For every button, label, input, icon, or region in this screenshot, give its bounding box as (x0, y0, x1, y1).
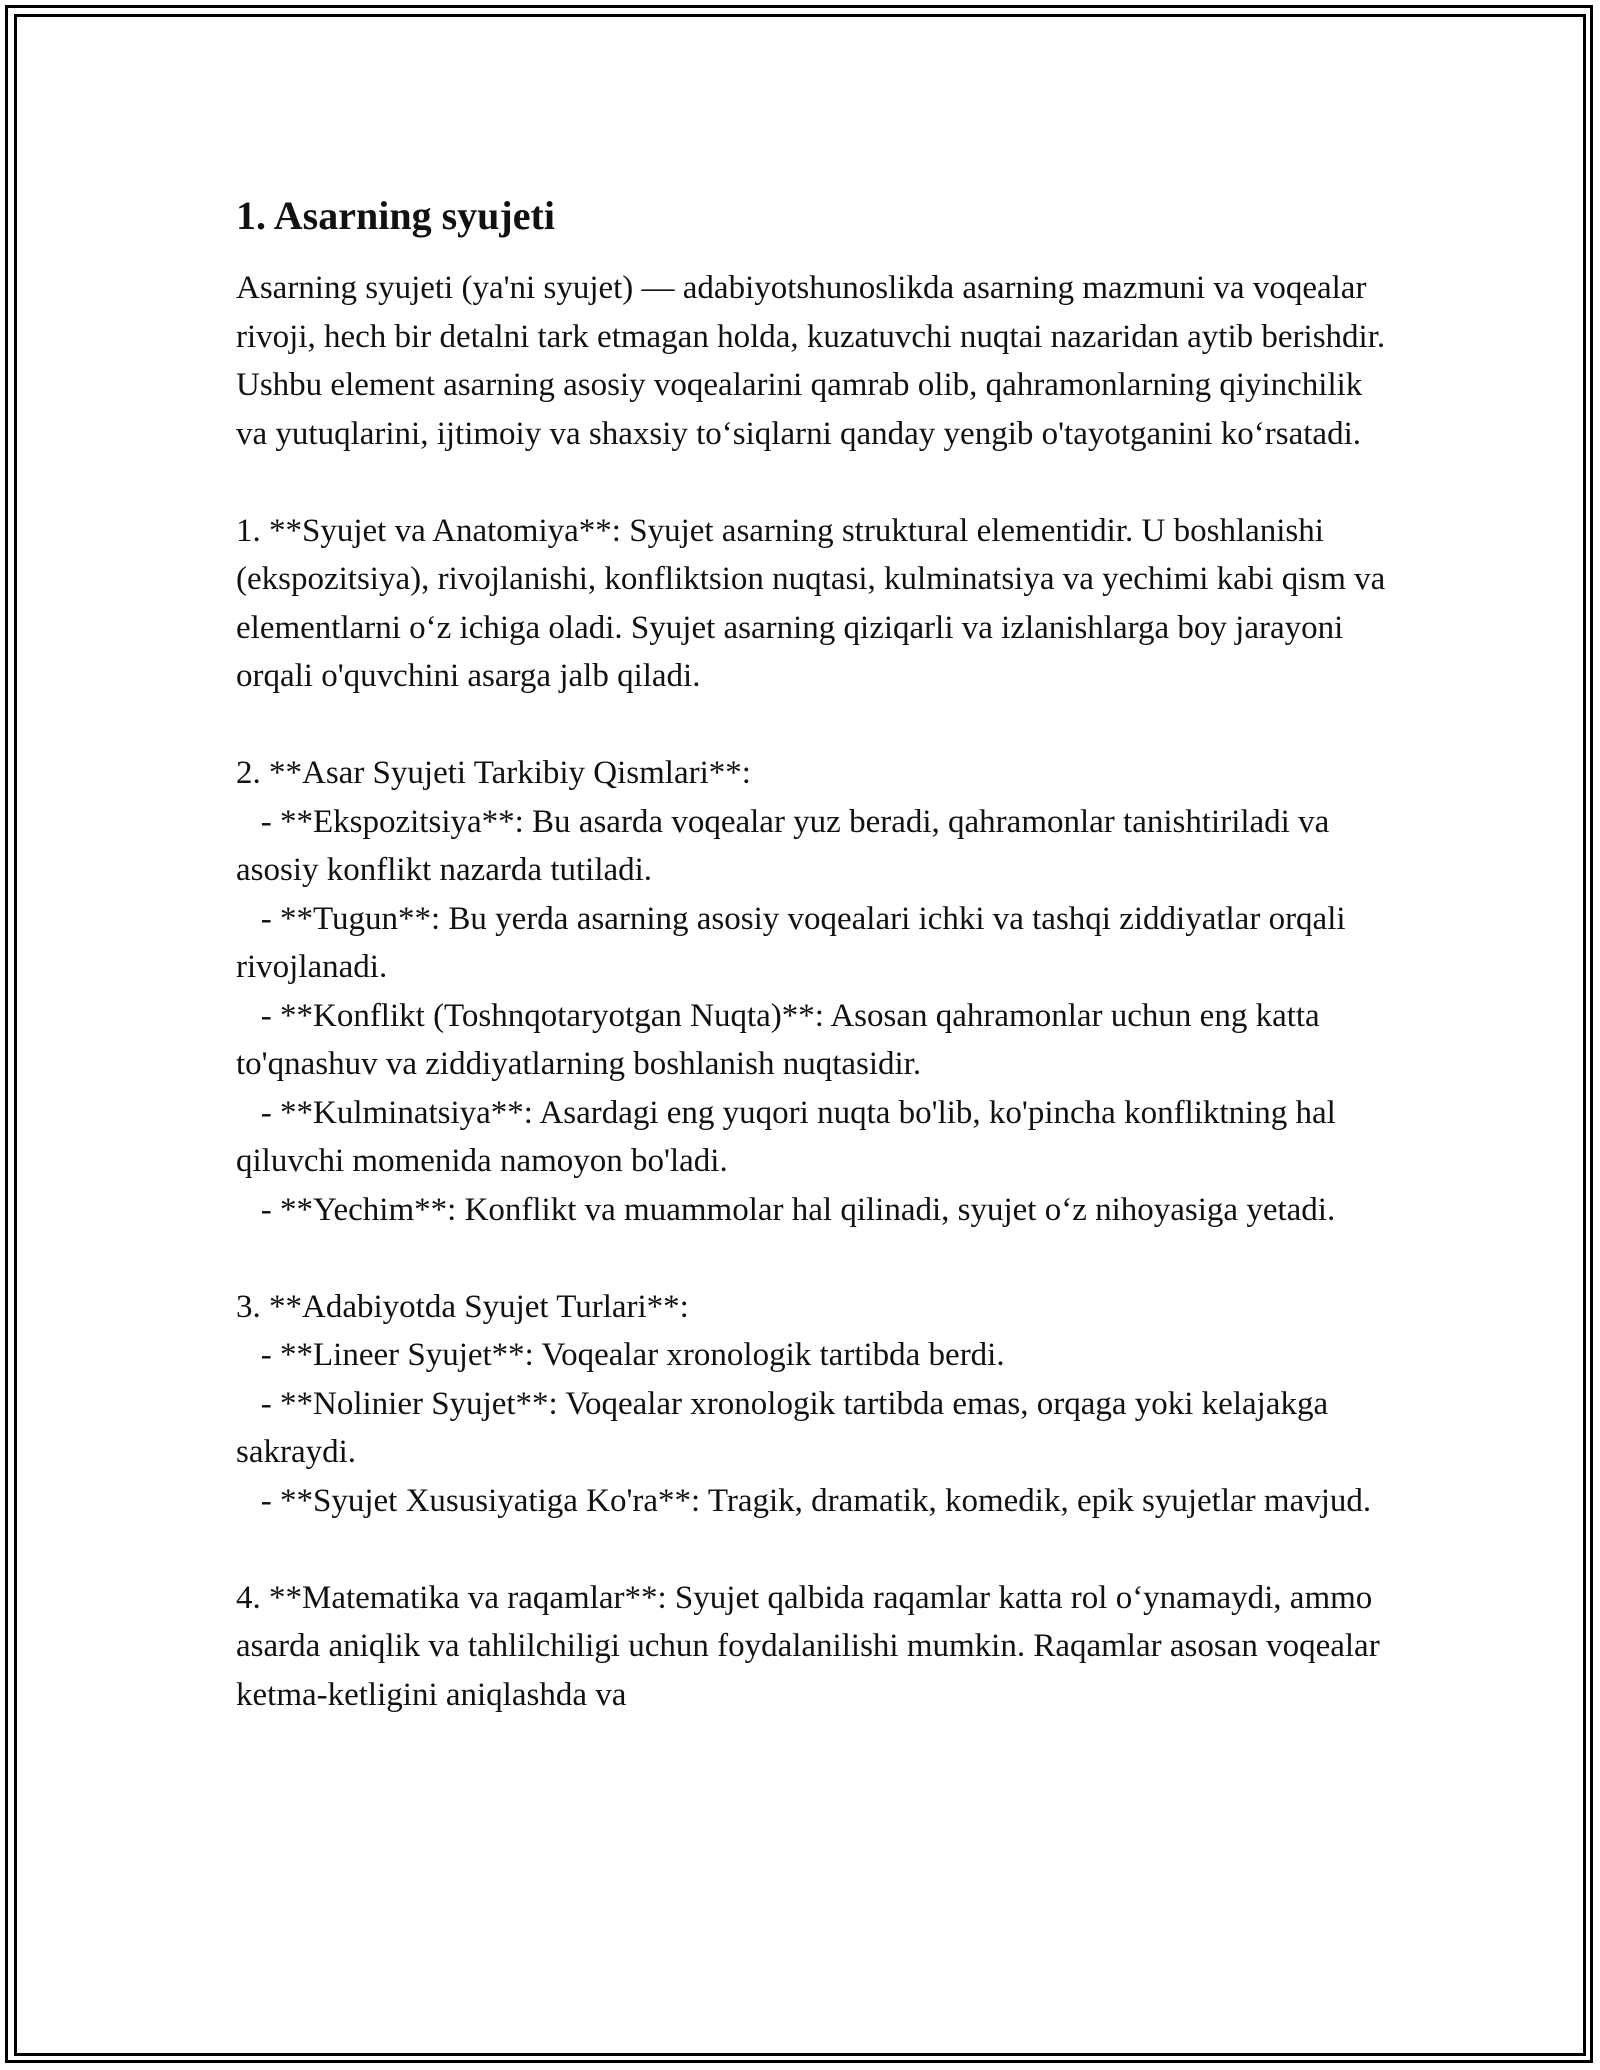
section-title: 1. Asarning syujeti (236, 193, 555, 238)
item-text: - **Tugun**: Bu yerda asarning asosiy voqealari ichki va tashqi ziddiyatlar orqali rivojlanadi. (236, 900, 1346, 985)
item-text: - **Syujet Xususiyatiga Ko'ra**: Tragik, dramatik, komedik, epik syujetlar mavjud. (260, 1482, 1372, 1519)
point-2-heading: 2. **Asar Syujeti Tarkibiy Qismlari**: (236, 755, 751, 791)
blank-line (236, 1525, 1386, 1574)
point-2-item-konflikt (236, 992, 1386, 1089)
item-text: - **Konflikt (Toshnqotaryotgan Nuqta)**: Asosan qahramonlar uchun eng katta to'qnashuv va ziddiyatlarning boshlanish nuqtasidir. (236, 997, 1320, 1082)
item-text: - **Yechim**: Konflikt va muammolar hal qilinadi, syujet o‘z nihoyasiga yetadi. (260, 1191, 1336, 1228)
point-2-item-ekspozitsiya (236, 798, 1386, 895)
point-2-item-yechim (236, 1186, 1386, 1235)
blank-line (236, 458, 1386, 507)
point-3-item-nolinier (236, 1380, 1386, 1477)
point-4-paragraph: 4. **Matematika va raqamlar**: Syujet qalbida raqamlar katta rol o‘ynamaydi, ammo asarda aniqlik va tahlilchiligi uchun foydalanilishi mumkin. Raqamlar asosan voqealar ketma-ketligini aniqlashda va (236, 1579, 1380, 1713)
blank-line (236, 1234, 1386, 1283)
point-1-paragraph: 1. **Syujet va Anatomiya**: Syujet asarning struktural elementidir. U boshlanishi (ekspozitsiya), rivojlanishi, konfliktsion nuqtasi, kulminatsiya va yechimi kabi qism va elementlarni o‘z ichiga oladi. Syujet asarning qiziqarli va izlanishlarga boy jarayoni orqali o'quvchini asarga jalb qiladi. (236, 512, 1386, 694)
blank-line (236, 701, 1386, 750)
document-body (236, 188, 1386, 1719)
document-text (236, 264, 1386, 1719)
point-3-item-xususiyat (236, 1477, 1386, 1526)
point-3-item-lineer (236, 1331, 1386, 1380)
point-3-heading: 3. **Adabiyotda Syujet Turlari**: (236, 1288, 689, 1325)
item-text: - **Kulminatsiya**: Asardagi eng yuqori nuqta bo'lib, ko'pincha konfliktning hal qiluvchi momenida namoyon bo'ladi. (236, 1094, 1336, 1179)
intro-paragraph: Asarning syujeti (ya'ni syujet) — adabiyotshunoslikda asarning mazmuni va voqealar rivoji, hech bir detalni tark etmagan holda, kuzatuvchi nuqtai nazaridan aytib berishdir. Ushbu element asarning asosiy voqealarini qamrab olib, qahramonlarning qiyinchilik va yutuqlarini, ijtimoiy va shaxsiy to‘siqlarni qanday yengib o'tayotganini ko‘rsatadi. (236, 270, 1386, 452)
item-text: - **Nolinier Syujet**: Voqealar xronologik tartibda emas, orqaga yoki kelajakga sakraydi. (236, 1385, 1329, 1470)
item-text: - **Ekspozitsiya**: Bu asarda voqealar yuz beradi, qahramonlar tanishtiriladi va asosiy konflikt nazarda tutiladi. (236, 803, 1330, 888)
point-2-item-tugun (236, 895, 1386, 992)
point-2-item-kulminatsiya (236, 1089, 1386, 1186)
item-text: - **Lineer Syujet**: Voqealar xronologik tartibda berdi. (260, 1337, 1005, 1373)
